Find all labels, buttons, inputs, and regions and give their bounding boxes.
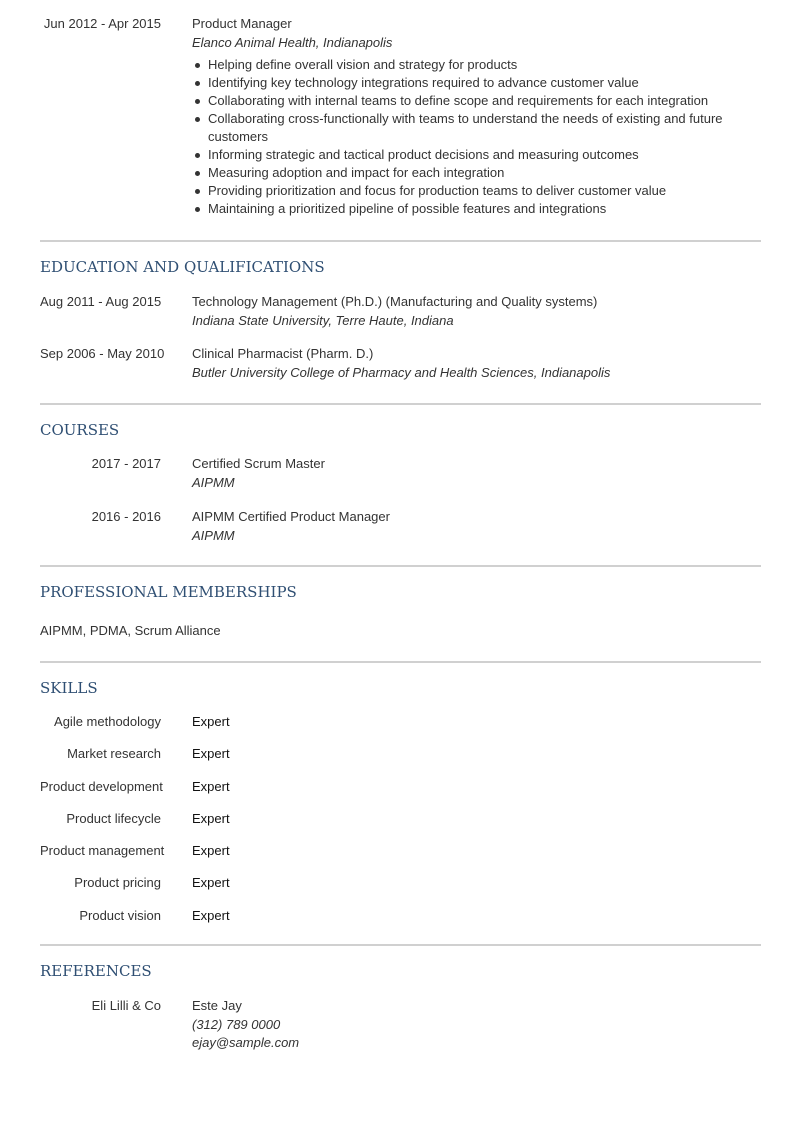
- skill-row: [40, 873, 761, 893]
- skill-level: Expert: [192, 843, 230, 858]
- section-divider: [40, 240, 761, 242]
- education-school: Butler University College of Pharmacy and Health Sciences, Indianapolis: [192, 365, 611, 380]
- education-title: Technology Management (Ph.D.) (Manufacturing and Quality systems): [192, 294, 598, 309]
- education-entry: [40, 344, 761, 382]
- skill-name: Agile methodology: [54, 714, 161, 729]
- skill-level: Expert: [192, 714, 230, 729]
- section-divider: [40, 565, 761, 567]
- skill-name: Product management: [40, 843, 165, 858]
- course-entry: [40, 507, 761, 545]
- skill-name: Market research: [67, 746, 161, 761]
- list-item: Informing strategic and tactical product decisions and measuring outcomes: [208, 146, 761, 164]
- experience-title: Product Manager: [192, 16, 292, 31]
- reference-phone: (312) 789 0000: [192, 1017, 281, 1032]
- experience-date: Jun 2012 - Apr 2015: [43, 16, 161, 31]
- reference-entry: [40, 996, 761, 1052]
- education-date: Sep 2006 - May 2010: [40, 346, 165, 361]
- list-item: Helping define overall vision and strategy for products: [208, 56, 761, 74]
- reference-company: Eli Lilli & Co: [91, 998, 161, 1013]
- section-title-references: REFERENCES: [40, 962, 152, 980]
- course-date: 2016 - 2016: [91, 509, 161, 524]
- education-title: Clinical Pharmacist (Pharm. D.): [192, 346, 374, 361]
- reference-email: ejay@sample.com: [192, 1035, 300, 1050]
- course-org: AIPMM: [192, 475, 235, 490]
- list-item: Providing prioritization and focus for production teams to deliver customer value: [208, 182, 761, 200]
- course-date: 2017 - 2017: [91, 456, 161, 471]
- experience-entry: [40, 14, 761, 218]
- skill-level: Expert: [192, 811, 230, 826]
- skill-name: Product pricing: [74, 875, 161, 890]
- list-item: Collaborating cross-functionally with teams to understand the needs of existing and future customers: [208, 110, 761, 146]
- skill-level: Expert: [192, 908, 230, 923]
- skill-level: Expert: [192, 779, 230, 794]
- skill-name: Product lifecycle: [66, 811, 161, 826]
- memberships-text: AIPMM, PDMA, Scrum Alliance: [40, 623, 221, 638]
- section-title-memberships: PROFESSIONAL MEMBERSHIPS: [40, 583, 297, 601]
- skill-name: Product vision: [79, 908, 161, 923]
- skill-row: [40, 906, 761, 926]
- section-title-courses: COURSES: [40, 421, 120, 439]
- education-date: Aug 2011 - Aug 2015: [40, 294, 162, 309]
- skill-row: [40, 712, 761, 732]
- section-divider: [40, 661, 761, 663]
- education-entry: [40, 292, 761, 330]
- skill-row: [40, 841, 761, 861]
- experience-company: Elanco Animal Health, Indianapolis: [192, 35, 393, 50]
- skill-row: [40, 744, 761, 764]
- list-item: Measuring adoption and impact for each integration: [208, 164, 761, 182]
- list-item: Identifying key technology integrations required to advance customer value: [208, 74, 761, 92]
- list-item: Collaborating with internal teams to define scope and requirements for each integration: [208, 92, 761, 110]
- skill-name: Product development: [40, 779, 163, 794]
- course-title: AIPMM Certified Product Manager: [192, 509, 390, 524]
- section-divider: [40, 944, 761, 946]
- list-item: Maintaining a prioritized pipeline of possible features and integrations: [208, 200, 761, 218]
- skill-row: [40, 809, 761, 829]
- reference-name: Este Jay: [192, 998, 242, 1013]
- course-entry: [40, 454, 761, 492]
- skill-level: Expert: [192, 746, 230, 761]
- course-org: AIPMM: [192, 528, 235, 543]
- education-school: Indiana State University, Terre Haute, Indiana: [192, 313, 454, 328]
- course-title: Certified Scrum Master: [192, 456, 325, 471]
- section-divider: [40, 403, 761, 405]
- section-title-skills: SKILLS: [40, 679, 98, 697]
- experience-bullets: [192, 56, 761, 218]
- skill-level: Expert: [192, 875, 230, 890]
- section-title-education: EDUCATION AND QUALIFICATIONS: [40, 258, 325, 276]
- skill-row: [40, 777, 761, 797]
